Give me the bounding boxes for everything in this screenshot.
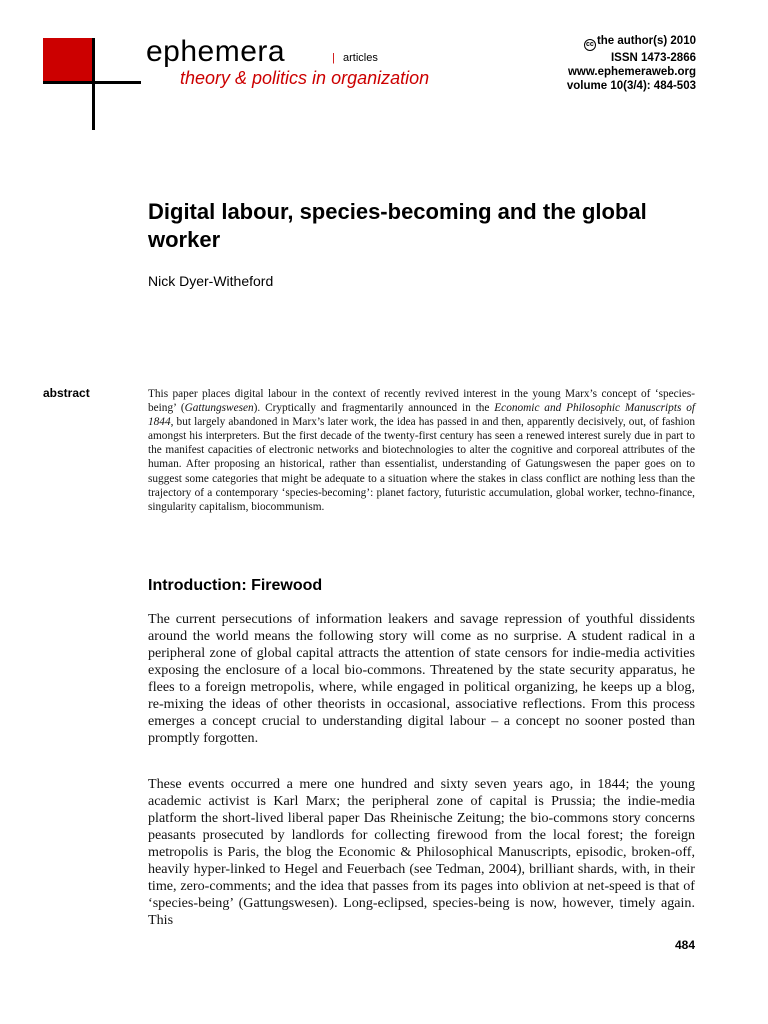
logo-vertical-line [92, 38, 95, 130]
creative-commons-icon: cc [584, 39, 596, 51]
abstract-text-part-1: This paper places digital labour in the context of recently revived interest in the young Marx’s concept of ‘species-being’ ( [148, 388, 695, 415]
body-paragraph-1: The current persecutions of information leakers and savage repression of youthful dissidents around the world means the following story will come as no surprise. A student radical in a peripheral zone of global capital attracts the attention of state censors for indie-media activities exposing the enclosure of a local bio-commons. Threatened by the state security apparatus, he flees to a foreign metropolis, where, while engaged in political organizing, he keeps up a blog, re-mixing the ideas of other theorists in occasional, associative reflections. From this process emerges a concept crucial to understanding digital labour – a concept no sooner posted than promptly forgotten. [148, 611, 695, 746]
issn: ISSN 1473-2866 [610, 52, 696, 64]
page-number: 484 [674, 938, 695, 952]
article-title: Digital labour, species-becoming and the global worker [148, 199, 647, 252]
publication-info [567, 34, 696, 93]
website: www.ephemeraweb.org [567, 66, 696, 78]
copyright-text: the author(s) 2010 [596, 35, 696, 47]
section-label: articles [343, 52, 378, 64]
article-author: Nick Dyer-Witheford [148, 273, 274, 289]
abstract-label: abstract [43, 386, 90, 400]
brand-separator: | [332, 52, 335, 64]
abstract-text [148, 387, 695, 514]
copyright-line [567, 34, 696, 51]
abstract-term: Gattungswesen [184, 402, 254, 415]
abstract-work-title: Economic and Philosophic Manuscripts of 1844 [148, 402, 695, 429]
logo-horizontal-line [43, 81, 141, 84]
section-heading: Introduction: Firewood [148, 577, 323, 594]
abstract-text-part-3: , but largely abandoned in Marx’s later work, the idea has passed in and then, apparently decisively, out, of fashion amongst his interpreters. But the first decade of the twenty-first century has seen a renewed interest surely due in part to the manifest capacities of electronic networks and biotechnologies to alter the cognitive and corporeal attributes of the human. After proposing an historical, rather than essentialist, understanding of Gatungswesen the paper goes on to suggest some categories that might be adequate to a situation where the stakes in class conflict are nothing less than the trajectory of a contemporary ‘species-becoming’: planet factory, futuristic accumulation, global worker, techno-finance, singularity capitalism, biocommunism. [148, 416, 695, 513]
body-paragraph-2: These events occurred a mere one hundred and sixty seven years ago, in 1844; the young academic activist is Karl Marx; the peripheral zone of capital is Prussia; the indie-media platform the short-lived liberal paper Das Rheinische Zeitung; the bio-commons story concerns peasants prosecuted by landlords for collecting firewood from the local forest; the foreign metropolis is Paris, the blog the Economic & Philosophical Manuscripts, episodic, broken-off, heavily hyper-linked to Hegel and Feuerbach (see Tedman, 2004), brilliant shards, with, in their time, zero-comments; and the idea that passes from its pages into oblivion at net-speed is that of ‘species-being’ (Gattungswesen). Long-eclipsed, species-being is now, however, timely again. This [148, 776, 695, 928]
journal-tagline: theory & politics in organization [180, 68, 430, 88]
journal-name: ephemera [146, 35, 286, 68]
abstract-text-part-2: ). Cryptically and fragmentarily announced in the [253, 402, 495, 415]
logo-red-square [43, 38, 94, 82]
volume-info: volume 10(3/4): 484-503 [566, 80, 696, 92]
